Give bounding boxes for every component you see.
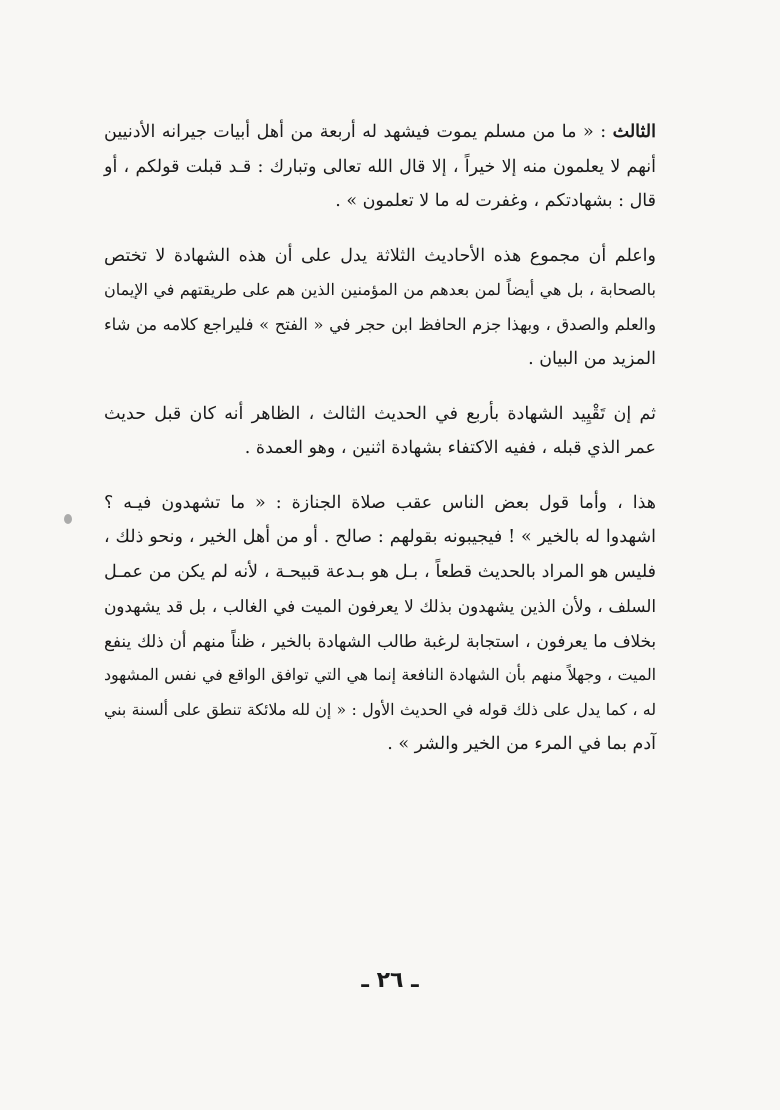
text-line: بخلاف ما يعرفون ، استجابة لرغبة طالب الشهادة بالخير ، ظناً منهم أن ذلك ينفع xyxy=(104,630,656,651)
text-line: أنهم لا يعلمون منه إلا خيراً ، إلا قال الله تعالى وتبارك : قـد قبلت قولكم ، أو xyxy=(104,156,656,177)
text-line xyxy=(104,115,656,150)
text-line: والعلم والصدق ، وبهذا جزم الحافظ ابن حجر في « الفتح » فليراجع كلامه من شاء xyxy=(104,314,656,334)
paragraph-4 xyxy=(104,486,656,762)
paragraph-1 xyxy=(104,115,656,219)
page-number: ـ ٢٦ ـ xyxy=(361,968,419,993)
text-line: السلف ، ولأن الذين يشهدون بذلك لا يعرفون الميت في الغالب ، بل قد يشهدون xyxy=(104,596,656,616)
text-line: اشهدوا له بالخير » ! فيجيبونه بقولهم : صالح . أو من أهل الخير ، ونحو ذلك ، xyxy=(104,527,656,547)
text-line: هذا ، وأما قول بعض الناس عقب صلاة الجنازة : « ما تشهدون فيـه ؟ xyxy=(104,492,656,513)
scan-speck xyxy=(64,514,72,524)
paragraph-lead: الثالث xyxy=(612,122,656,142)
text-line: له ، كما يدل على ذلك قوله في الحديث الأول : « إن لله ملائكة تنطق على ألسنة بني xyxy=(104,699,656,719)
text-line: المزيد من البيان . xyxy=(528,349,656,369)
line-text: : « ما من مسلم يموت فيشهد له أربعة من أهل أبيات جيرانه الأدنيين xyxy=(104,122,607,142)
paragraph-3 xyxy=(104,397,656,466)
text-line: آدم بما في المرء من الخير والشر » . xyxy=(387,734,656,754)
body-text xyxy=(104,115,656,782)
text-line: فليس هو المراد بالحديث قطعاً ، بـل هو بـدعة قبيحـة ، لأنه لم يكن من عمـل xyxy=(104,561,656,582)
text-line: ثم إن تَقْيِيد الشهادة بأربع في الحديث الثالث ، الظاهر أنه كان قبل حديث xyxy=(104,403,656,424)
text-line: قال : بشهادتكم ، وغفرت له ما لا تعلمون » . xyxy=(335,191,656,211)
text-line: عمر الذي قبله ، ففيه الاكتفاء بشهادة اثنين ، وهو العمدة . xyxy=(244,438,656,458)
paragraph-2 xyxy=(104,239,656,377)
text-line: واعلم أن مجموع هذه الأحاديث الثلاثة يدل على أن هذه الشهادة لا تختص xyxy=(104,245,656,266)
text-line: بالصحابة ، بل هي أيضاً لمن بعدهم من المؤمنين الذين هم على طريقتهم في الإيمان xyxy=(104,280,656,299)
text-line: الميت ، وجهلاً منهم بأن الشهادة النافعة إنما هي التي توافق الواقع في نفس المشهود xyxy=(104,665,656,684)
